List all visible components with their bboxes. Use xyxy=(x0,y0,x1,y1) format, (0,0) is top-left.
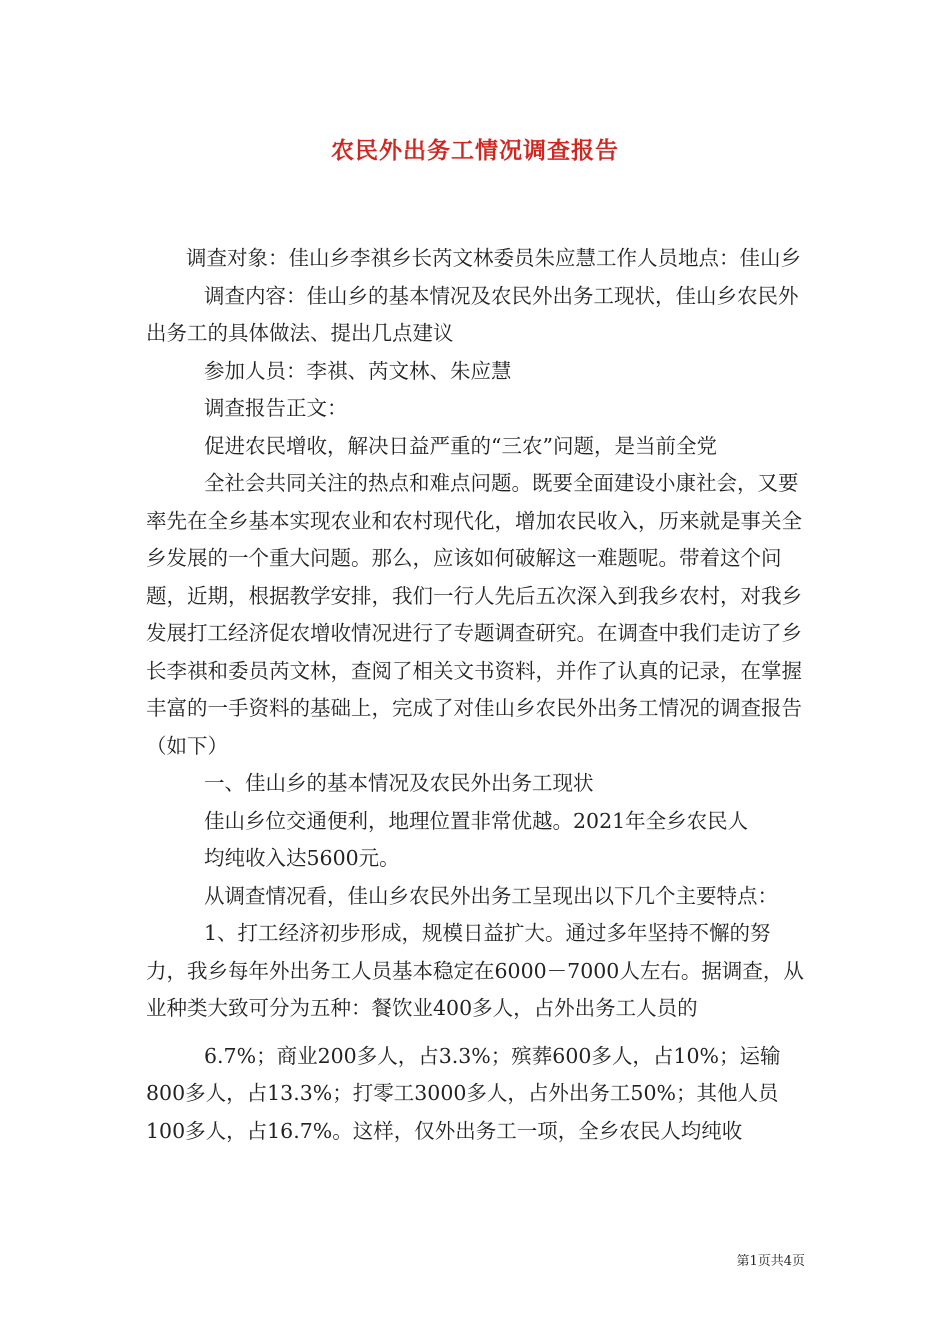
paragraph-survey-subjects: 调查对象：佳山乡李祺乡长芮文林委员朱应慧工作人员地点：佳山乡 xyxy=(186,246,801,270)
paragraph-income: 均纯收入达5600元。 xyxy=(204,846,400,870)
paragraph-location: 佳山乡位交通便利，地理位置非常优越。2021年全乡农民人 xyxy=(204,808,749,833)
paragraph-report-body-heading: 调查报告正文： xyxy=(204,396,348,420)
paragraph-participants: 参加人员：李祺、芮文林、朱应慧 xyxy=(204,358,512,383)
paragraph-survey-content: 调查内容：佳山乡的基本情况及农民外出务工现状，佳山乡农民外出务工的具体做法、提出几点建议 xyxy=(146,283,799,345)
paragraph-intro-line: 促进农民增收，解决日益严重的“三农”问题，是当前全党 xyxy=(204,433,717,458)
paragraph-intro-body: 全社会共同关注的热点和难点问题。既要全面建设小康社会，又要率先在全乡基本实现农业和农村现代化，增加农民收入，历来就是事关全乡发展的一个重大问题。那么，应该如何破解这一难题呢。带着这个问题，近期，根据教学安排，我们一行人先后五次深入到我乡农村，对我乡发展打工经济促农增收情况进行了专题调查研究。在调查中我们走访了乡长李祺和委员芮文林，查阅了相关文书资料，并作了认真的记录，在掌握丰富的一手资料的基础上，完成了对佳山乡农民外出务工情况的调查报告（如下） xyxy=(146,471,802,758)
document-body xyxy=(146,240,808,1150)
section-heading-1: 一、佳山乡的基本情况及农民外出务工现状 xyxy=(204,771,594,795)
document-title: 农民外出务工情况调查报告 xyxy=(331,137,619,164)
page-number: 第1页共4页 xyxy=(736,1254,805,1269)
paragraph-features-intro: 从调查情况看，佳山乡农民外出务工呈现出以下几个主要特点： xyxy=(204,883,778,908)
paragraph-feature-1-stats: 6.7%；商业200多人，占3.3%；殡葬600多人，占10%；运输800多人，占13.3%；打零工3000多人，占外出务工50%；其他人员100多人，占16.7%。这样，仅外出务工一项，全乡农民人均纯收 xyxy=(146,1043,781,1143)
paragraph-feature-1: 1、打工经济初步形成，规模日益扩大。通过多年坚持不懈的努力，我乡每年外出务工人员基本稳定在6000－7000人左右。据调查，从业种类大致可分为五种：餐饮业400多人，占外出务工人员的 xyxy=(146,921,804,1020)
